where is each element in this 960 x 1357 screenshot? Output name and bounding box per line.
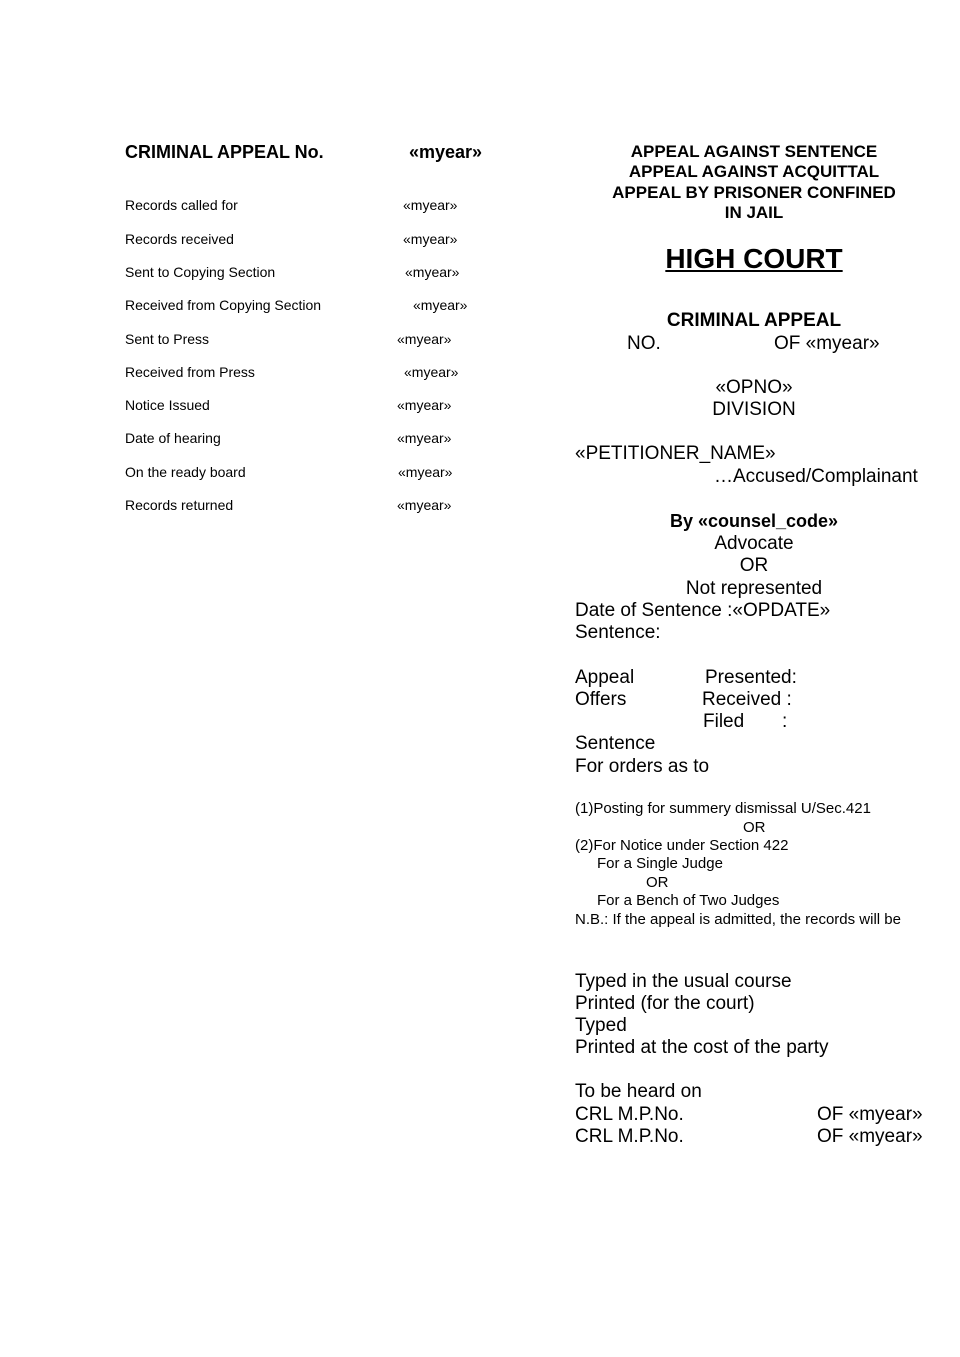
register-label: Records returned	[125, 497, 234, 513]
register-label: Sent to Press	[125, 331, 210, 347]
petitioner-name: «PETITIONER_NAME»	[575, 443, 776, 464]
appeal-type-line: APPEAL AGAINST ACQUITTAL	[628, 162, 880, 181]
case-no-label: NO.	[627, 333, 661, 354]
register-value: «myear»	[397, 430, 452, 446]
or-separator: OR	[646, 874, 669, 891]
single-judge-option: For a Single Judge	[597, 855, 723, 872]
register-value: «myear»	[398, 464, 453, 480]
presented-label: Presented:	[705, 667, 797, 688]
appeal-type-line: APPEAL AGAINST SENTENCE	[630, 142, 878, 161]
register-label: Records called for	[125, 197, 238, 213]
sentence-label: Sentence:	[575, 622, 661, 643]
register-label: On the ready board	[125, 464, 246, 480]
register-label: Date of hearing	[125, 430, 221, 446]
heard-on: To be heard on	[575, 1081, 702, 1102]
notice-option: (2)For Notice under Section 422	[575, 837, 789, 854]
appeal-type-line: IN JAIL	[724, 203, 784, 222]
register-label: Records received	[125, 231, 234, 247]
appeal-number-year: «myear»	[409, 142, 483, 162]
not-represented: Not represented	[685, 578, 823, 599]
division: DIVISION	[712, 399, 796, 420]
printed-cost-party: Printed at the cost of the party	[575, 1037, 829, 1058]
court-name: HIGH COURT	[665, 243, 843, 274]
crl-mp-of-year: OF «myear»	[817, 1126, 923, 1147]
for-orders: For orders as to	[575, 756, 710, 777]
crl-mp-label: CRL M.P.No.	[575, 1126, 684, 1147]
or-separator: OR	[739, 555, 769, 576]
crl-mp-label: CRL M.P.No.	[575, 1104, 684, 1125]
posting-option: (1)Posting for summery dismissal U/Sec.421	[575, 800, 871, 817]
typed-usual-course: Typed in the usual course	[575, 971, 792, 992]
appeal-type-line: APPEAL BY PRISONER CONFINED	[612, 183, 896, 202]
register-label: Received from Press	[125, 364, 255, 380]
register-label: Notice Issued	[125, 397, 210, 413]
counsel: By «counsel_code»	[669, 511, 839, 531]
register-label: Sent to Copying Section	[125, 264, 276, 280]
bench-option: For a Bench of Two Judges	[597, 892, 780, 909]
filed-label: Filed	[703, 711, 745, 732]
opno: «OPNO»	[715, 377, 793, 398]
register-value: «myear»	[404, 364, 459, 380]
case-heading: CRIMINAL APPEAL	[666, 310, 842, 331]
offers-label: Offers	[575, 689, 627, 710]
register-value: «myear»	[397, 397, 452, 413]
register-label: Received from Copying Section	[125, 297, 322, 313]
case-of-year: OF «myear»	[774, 333, 880, 354]
typed: Typed	[575, 1015, 627, 1036]
register-value: «myear»	[405, 264, 460, 280]
nb-note: N.B.: If the appeal is admitted, the records will be	[575, 911, 901, 928]
accused-complainant: …Accused/Complainant	[714, 466, 918, 487]
or-separator: OR	[743, 819, 766, 836]
crl-mp-of-year: OF «myear»	[817, 1104, 923, 1125]
date-of-sentence: Date of Sentence :«OPDATE»	[575, 600, 831, 621]
register-value: «myear»	[403, 231, 458, 247]
printed-for-court: Printed (for the court)	[575, 993, 755, 1014]
advocate: Advocate	[714, 533, 794, 554]
filed-colon: :	[782, 711, 788, 732]
register-value: «myear»	[397, 497, 452, 513]
appeal-label: Appeal	[575, 667, 635, 688]
register-value: «myear»	[403, 197, 458, 213]
sentence-label-2: Sentence	[575, 733, 656, 754]
received-label: Received :	[702, 689, 792, 710]
appeal-number-title: CRIMINAL APPEAL No.	[125, 142, 324, 162]
register-value: «myear»	[413, 297, 468, 313]
register-value: «myear»	[397, 331, 452, 347]
